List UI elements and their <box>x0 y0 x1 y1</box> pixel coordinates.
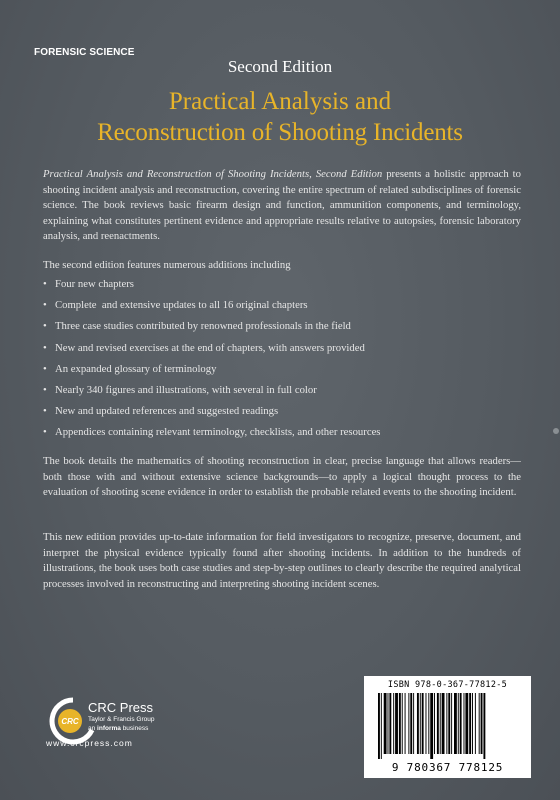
list-item: • Nearly 340 figures and illustrations, with several in full color <box>43 383 317 396</box>
bullet-icon: • <box>43 278 47 290</box>
barcode-bar <box>402 693 403 754</box>
bullet-icon: • <box>43 405 47 418</box>
barcode-bar <box>437 693 439 754</box>
barcode-bar <box>389 693 391 754</box>
barcode-bar <box>381 693 382 759</box>
description-rest: presents a holistic approach to shooting incident analysis and reconstruction, covering the entire spectrum of related subdisciplines of forensic science. The book reviews basic firearm design and function, ammunition components, and terminology, explaining what constitutes pertinent evidence and appropriate results relative to autopsies, forensic laboratory analysis, and reenactments. <box>43 168 521 243</box>
barcode-bar <box>413 693 414 754</box>
list-item: • Appendices containing relevant terminology, checklists, and other resources <box>43 426 381 439</box>
barcode-bar <box>388 693 389 754</box>
barcode-bar <box>399 693 401 754</box>
description-lead-italic: Practical Analysis and Reconstruction of Shooting Incidents, Second Edition <box>43 168 383 180</box>
bullet-icon: • <box>43 341 47 354</box>
bullet-icon: • <box>43 320 47 333</box>
publisher-name: CRC Press <box>88 700 154 715</box>
isbn-barcode <box>364 676 531 778</box>
bullet-icon: • <box>43 426 47 439</box>
barcode-bar <box>465 693 468 754</box>
publisher-url: www.crcpress.com <box>46 738 133 748</box>
bullet-icon: • <box>43 299 47 312</box>
barcode-bar <box>481 693 483 754</box>
barcode-bar <box>426 693 427 754</box>
description-paragraph <box>43 167 521 245</box>
barcode-bar <box>451 693 452 754</box>
features-intro: The second edition features numerous additions including <box>43 259 291 271</box>
bullet-icon: • <box>43 362 47 375</box>
barcode-bar <box>446 693 447 754</box>
barcode-bar <box>378 693 380 759</box>
title-line-1: Practical Analysis and <box>168 88 392 115</box>
barcode-bar <box>417 693 419 754</box>
publisher-informa: an informa business <box>88 725 149 732</box>
edition-label: Second Edition <box>227 57 333 76</box>
barcode-bar <box>464 693 465 754</box>
list-item: • New and updated references and suggested readings <box>43 405 279 418</box>
barcode-bar <box>483 693 485 759</box>
mathematics-paragraph: The book details the mathematics of shooting reconstruction in clear, precise language that allows readers—both those with and without extensive science backgrounds—to apply a logical thought process to the evaluation of shooting scene evidence in order to establish the probable related events to the shooting incident. <box>43 455 521 499</box>
title-line-2: Reconstruction of Shooting Incidents <box>97 119 463 146</box>
barcode-bar <box>384 693 387 754</box>
barcode-number: 9 780367 778125 <box>391 761 504 774</box>
barcode-bar <box>422 693 424 754</box>
barcode-bar <box>430 693 433 759</box>
book-title <box>0 86 560 148</box>
barcode-bar <box>410 693 412 754</box>
feature-list <box>43 277 521 447</box>
list-item: • Complete and extensive updates to all 16 original chapters <box>43 299 308 312</box>
new-edition-paragraph: This new edition provides up-to-date information for field investigators to recognize, preserve, document, and interpret the physical evidence typically found after shooting incidents. In addition to the hundreds of illustrations, the book uses both case studies and step-by-step outlines to clearly describe the required analytical processes involved in reconstructing and interpreting shooting incident scenes. <box>43 531 521 590</box>
barcode-bar <box>405 693 406 754</box>
edge-mark <box>553 428 559 434</box>
barcode-bar <box>448 693 450 754</box>
barcode-bar <box>472 693 473 754</box>
barcode-bar <box>469 693 471 754</box>
barcode-bar <box>454 693 457 754</box>
barcode-bar <box>458 693 459 754</box>
list-item: • An expanded glossary of terminology <box>43 362 217 375</box>
publisher-group: Taylor & Francis Group <box>88 716 155 723</box>
list-item: • Three case studies contributed by renowned professionals in the field <box>43 320 351 333</box>
barcode-bar <box>460 693 462 754</box>
barcode-bar <box>408 693 409 754</box>
bullet-icon: • <box>43 383 47 396</box>
barcode-bar <box>434 693 435 754</box>
series-label: FORENSIC SCIENCE <box>34 47 135 58</box>
isbn-label: ISBN 978-0-367-77812-5 <box>387 680 508 690</box>
barcode-bars <box>378 693 517 759</box>
list-item: • Four new chapters <box>43 278 134 290</box>
barcode-bar <box>475 693 476 754</box>
barcode-bar <box>395 693 398 754</box>
barcode-bar <box>440 693 441 754</box>
barcode-bar <box>428 693 429 754</box>
logo-text: CRC <box>61 717 79 726</box>
barcode-bar <box>479 693 480 754</box>
barcode-bar <box>393 693 394 754</box>
barcode-bar <box>442 693 445 754</box>
list-item: • New and revised exercises at the end of chapters, with answers provided <box>43 341 365 354</box>
barcode-bar <box>420 693 421 754</box>
